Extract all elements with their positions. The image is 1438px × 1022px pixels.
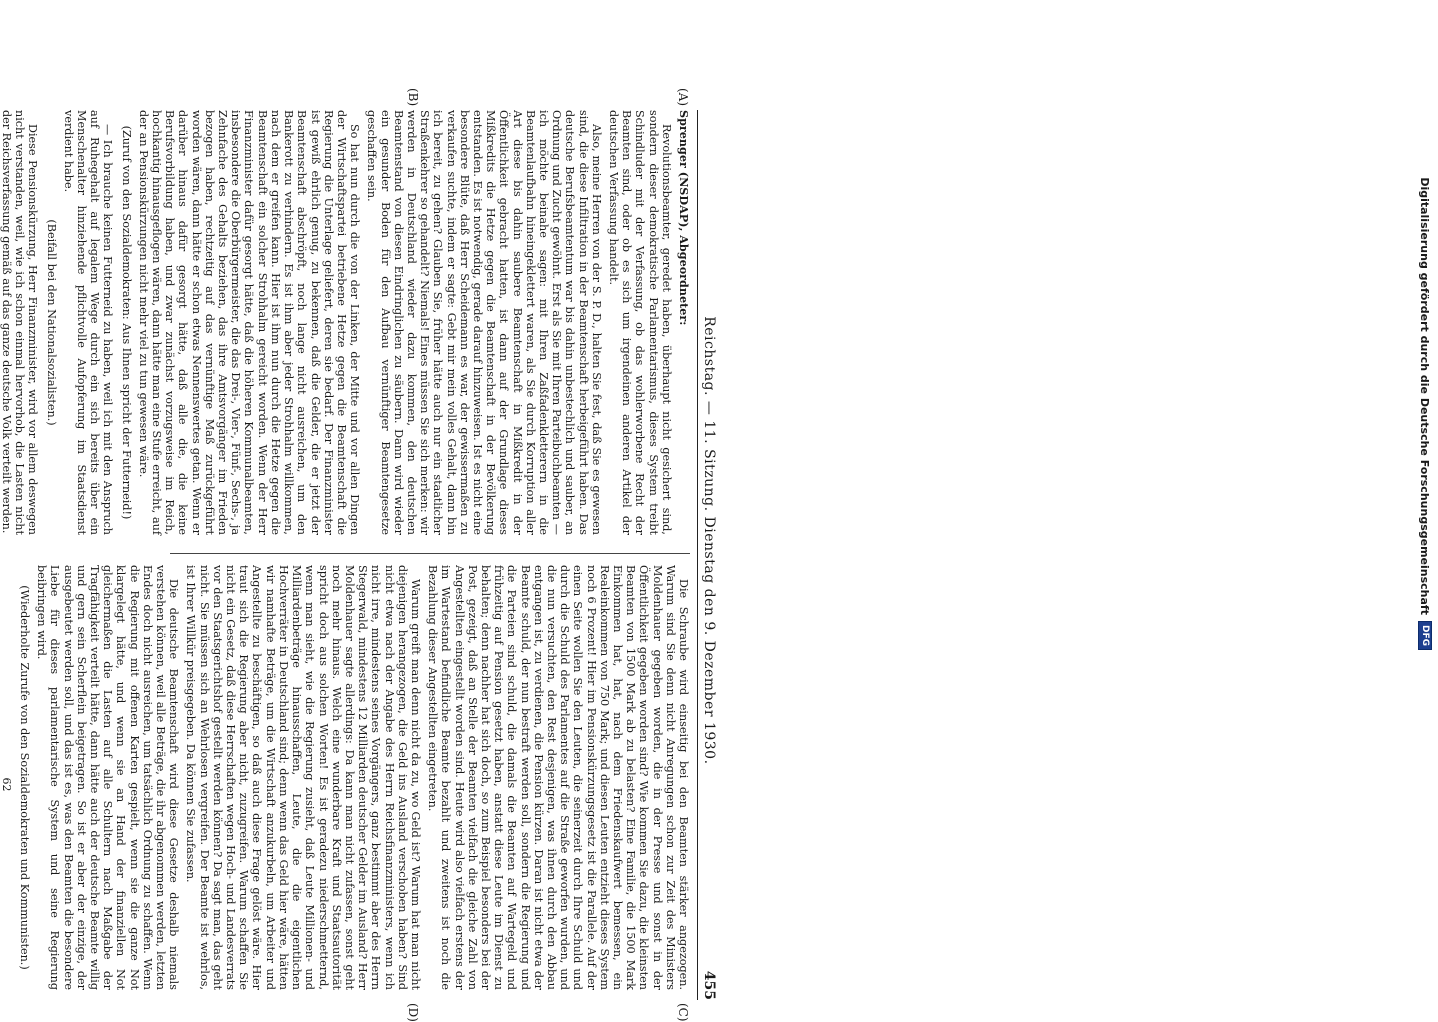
interjection: (Wiederholte Zurufe von den Sozialdemokraten und Kommunisten.) (18, 585, 32, 970)
interjection: (Zuruf von den Sozialdemokraten: Aus Ihnen spricht der Futterneid!) (119, 125, 133, 520)
column-divider (170, 553, 690, 554)
page-foot-number: 62 (0, 777, 13, 792)
margin-marker-b: (B) (406, 88, 420, 107)
dfg-logo: DFG (1418, 621, 1432, 650)
document-page (0, 88, 720, 1022)
dfg-stamp (1412, 10, 1438, 650)
paragraph: Die Schraube wird einseitig bei den Beamten stärker angezogen. Warum sind Sie denn nicht Anregungen schon zur Zeit des Ministers Moldenhauer gegeben worden, die in der Presse und sonst in der Öffentlichkeit gegeben worden sind? Wie kommen Sie dazu, die kleinsten Beamten von 1500 Mark ab zu belasten? Eine Familie, die 1500 Mark Einkommen hat, hat, nach dem Friedenskaufwert bemessen, ein Realeinkommen von 750 Mark; und diesen Leuten entzieht dieses System noch 6 Prozent! Hier im Pensionskürzungsgesetz ist die Parallele. Auf der einen Seite wollen Sie den Leuten, die seinerzeit durch Ihre Schuld und durch die Schuld des Parlamentes auf die Straße geworfen wurden, und die nun versuchten, den Rest desjenigen, was ihnen durch den Abbau entgangen ist, zu verdienen, die Pension kürzen. Daran ist nicht etwa der Beamte schuld, der nun bestraft werden soll, sondern die Regierung und die Parteien sind schuld, die damals die Beamten auf Wartegeld und frühzeitig auf Pension gesetzt haben, anstatt diese Leute im Dienst zu behalten; denn nachher hat sich doch, so zum Beispiel besonders bei der Post, gezeigt, daß an Stelle der Beamten vielfach die gleiche Zahl von Angestellten eingestellt worden sind. Heute wird also vielfach erstens der im Wartestand befindliche Beamte bezahlt und zweitens ist noch die Bezahlung dieser Angestellten eingetreten. (426, 565, 690, 990)
left-column (0, 110, 691, 535)
stamp-text: Digitalisierung gefördert durch die Deutsche Forschungsgemeinschaft (1418, 177, 1432, 615)
right-column (0, 565, 690, 990)
paragraph: Warum greift man denn nicht da zu, wo Geld ist? Warum hat man nicht diejenigen herangezogen, die Geld ins Ausland verschoben haben? Sind nicht etwa nach der Angabe des Herrn Reichsfinanzministers, wenn ich nicht irre, mindestens seines Vorgängers, ganz bestimmt aber des Herrn Stegerwald, mindestens 12 Milliarden deutscher Gelder im Ausland? Herr Moldenhauer sagte allerdings: Da kann man nicht zufassen, sonst geht noch mehr hinaus. Welch eine wunderbare Kraft und Staatsautorität spricht doch aus solchen Worten! Es ist geradezu niederschmetternd, wenn man sieht, wie die Regierung zusieht, daß Leute Millionen- und Milliardenbeträge hinausschaffen, Leute, die die eigentlichen Hochverräter in Deutschland sind; denn wenn das Geld hier wäre, hätten wir namhafte Beträge, um die Wirtschaft anzukurbeln, um Arbeiter und Angestellte zu beschäftigen, so daß auch diese Frage gelöst wäre. Hier traut sich die Regierung aber nicht, zuzugreifen. Warum schaffen Sie nicht ein Gesetz, daß diese Herrschaften wegen Hoch- und Landesverrats vor den Staatsgerichtshof gestellt werden können? Da sagt man, das geht nicht. Sie müssen sich an Wehrlosen vergreifen. Der Beamte ist wehrlos, ist Ihrer Willkür preisgegeben. Da können Sie zufassen. (184, 565, 422, 990)
margin-marker-a: (A) (676, 88, 690, 107)
interjection: (Beifall bei den Nationalsozialisten.) (44, 219, 58, 426)
page-header (697, 110, 720, 1000)
paragraph: Revolutionsbeamter, geredet haben, überhaupt nicht gesichert sind, sondern dieser demokratische Parlamentarismus, dieses System treibt Schindluder mit der Verfassung, ob das wohlerworbene Recht der Beamten sind, oder ob es sich um irgendeinen anderen Artikel der deutschen Verfassung handelt. (606, 110, 673, 535)
paragraph: Die deutsche Beamtenschaft wird diese Gesetze deshalb niemals verstehen können, weil alle Beträge, die ihr abgenommen werden, letzten Endes doch nicht ausreichen, um tatsächlich Ordnung zu schaffen. Wenn die Regierung mit offenen Karten gespielt, wenn sie die ganze Not klargelegt hätte, und wenn sie an Hand der finanziellen Not gleichermaßen die Lasten auf alle Schultern nach Maßgabe der Tragfähigkeit verteilt hätte, dann hätte auch der deutsche Beamte willig und gern sein Scherflein beigetragen. So ist er aber der einzige, der ausgebeutet werden soll, und das ist es, was den Beamten die besondere Liebe für dieses parlamentarische System und seine Regierung beibringen wird. (35, 565, 181, 990)
page-number: 455 (701, 970, 717, 1000)
paragraph: Also, meine Herren von der S. P. D., halten Sie fest, daß Sie es gewesen sind, die diese Infiltration in der Beamtenschaft herbeigeführt haben. Das deutsche Berufsbeamtentum war bis dahin unbestechlich und sauber, an Ordnung und Zucht gewöhnt. Erst als Sie mit Ihren Parteibuchbeamten — ich möchte beinahe sagen: mit Ihren Zaßfadenkletterern in die Beamtenlaufbahn hineingeklettert waren, als Sie durch Korruption aller Art diese bis dahin saubere Beamtenschaft in Mißkredit in der Öffentlichkeit gebracht hatten, ist dann auf der Grundlage dieses Mißkredits die Hetze gegen die Beamtenschaft in der Bevölkerung entstanden. Es ist notwendig, gerade darauf hinzuweisen. Ist es nicht eine besondere Blüte, daß Herr Scheidemann es war, der gewissermaßen zu verkaufen suchte, indem er sagte: Gebt mir mein volles Gehalt, dann bin ich bereit, zu gehen? Glauben Sie, früher hätte auch nur ein staatlicher Straßenkehrer so gehandelt? Niemals! Eines müssen Sie sich merken: wir werden in Deutschland wieder dazu kommen, den deutschen Beamtenstand von diesen Eindringlichen zu säubern. Dann wird wieder ein gesunder Boden für den Aufbau vernünftiger Beamtengesetze geschaffen sein. (365, 110, 603, 535)
paragraph: Diese Pensionskürzung, Herr Finanzminister, wird vor allem deswegen nicht verstanden, weil, wie ich schon einmal hervorhob, die Lasten nicht der Reichsverfassung gemäß auf das ganze deutsche Volk verteilt werden. (0, 110, 40, 535)
page-header-title: Reichstag. — 11. Sitzung. Dienstag den 9. Dezember 1930. (701, 316, 717, 765)
margin-marker-d: (D) (406, 1003, 420, 1022)
margin-marker-c: (C) (676, 1003, 690, 1022)
paragraph: So hat nun durch die von der Linken, der Mitte und vor allen Dingen der Wirtschaftspartei betriebene Hetze gegen die Beamtenschaft die Regierung die Unterlage geliefert, deren sie bedarf. Der Finanzminister ist gewiß ehrlich genug, zu bekennen, daß die Gelder, die er jetzt der Beamtenschaft abschröpft, noch lange nicht ausreichen, um den Bankerott zu verhindern. Es ist ihm aber jeder Strohhalm willkommen, nach dem er greifen kann. Hier ist ihm nun durch die Hetze gegen die Beamtenschaft ein solcher Strohhalm gereicht worden. Wenn der Herr Finanzminister dafür gesorgt hätte, daß die höheren Kommunalbeamten, insbesondere die Oberbürgermeister, die das Drei-, Vier-, Fünf-, Sechs-, ja Zehnfache des Gehalts beziehen, das ihre Amtsvorgänger im Frieden bezogen haben, rechtzeitig auf das vernünftige Maß zurückgeführt worden wären, dann hätte er schon etwas Nennenswertes getan. Wenn er darüber hinaus dafür gesorgt hätte, daß alle die, die keine Berufsvorbildung haben, und zwar zunächst vorzugsweise im Reich, hochkantig hinausgeflogen wären, dann hätte man eine Stufe erreicht, auf der an Pensionskürzungen nicht mehr viel zu tun gewesen wäre. (136, 110, 362, 535)
speaker-line: Sprenger (NSDAP), Abgeordneter: (677, 110, 691, 326)
paragraph: — Ich brauche keinen Futterneid zu haben, weil ich mit den Anspruch auf Ruhegehalt auf legalem Wege durch ein sich bereits über ein Menschenalter hinziehende pflichtvolle Aufopferung im Staatsdienst verdient habe. (61, 110, 115, 535)
